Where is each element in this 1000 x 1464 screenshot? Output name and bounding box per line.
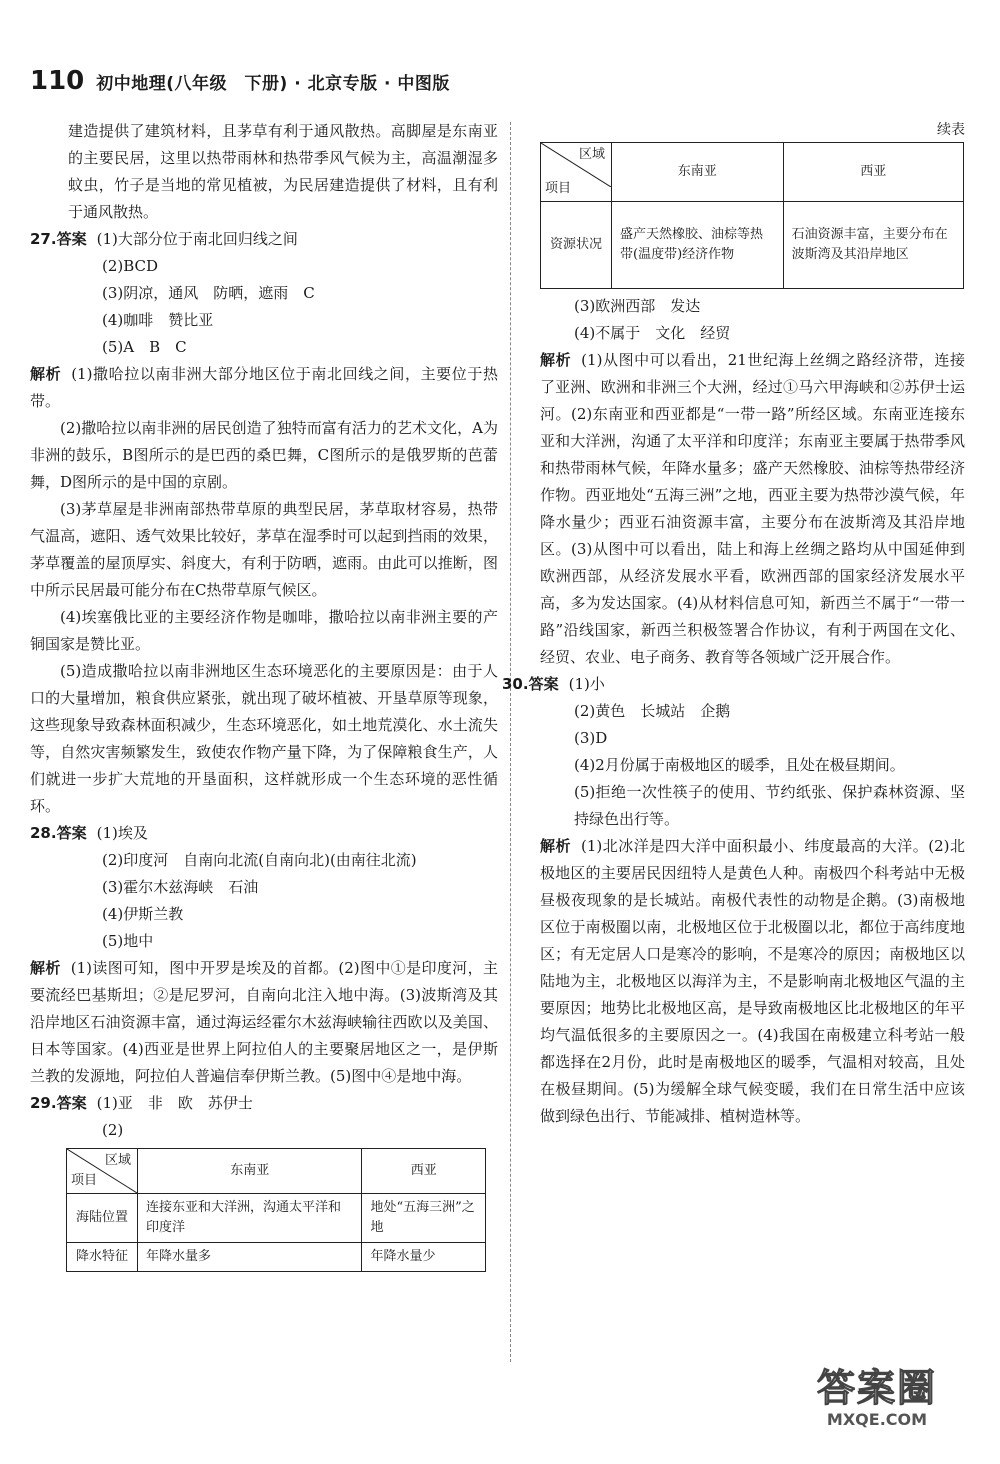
watermark-url: MXQE.COM bbox=[826, 1410, 928, 1429]
page-header bbox=[30, 68, 450, 102]
q30-analysis-tag: 解析 bbox=[540, 837, 571, 855]
q27-answer-tag: 答案 bbox=[56, 230, 87, 248]
q28-e: (1)读图可知，图中开罗是埃及的首都。(2)图中①是印度河，主要流经巴基斯坦；②是尼罗河，自南向北注入地中海。(3)波斯湾及其沿岸地区石油资源丰富，通过海运经霍尔木兹海峡输往西欧以及美国、日本等国家。(4)西亚是世界上阿拉伯人的主要聚居地区之一，是伊斯兰教的发源地，阿拉伯人普遍信奉伊斯兰教。(5)图中④是地中海。 bbox=[30, 959, 498, 1085]
q27-number: 27. bbox=[30, 230, 57, 248]
table-continued-label: 续表 bbox=[937, 122, 965, 138]
q30-a4: (4)2月份属于南极地区的暖季，且处在极昼期间。 bbox=[574, 756, 905, 774]
intro-paragraph: 建造提供了建筑材料，且茅草有利于通风散热。高脚屋是东南亚的主要民居，这里以热带雨林和热带季风气候为主，高温潮湿多蚊虫，竹子是当地的常见植被，为民居建造提供了材料，且有利于通风散热。 bbox=[68, 122, 498, 221]
q27-a2: (2)BCD bbox=[102, 257, 159, 275]
q29-e: (1)从图中可以看出，21世纪海上丝绸之路经济带，连接了亚洲、欧洲和非洲三个大洲，经过①马六甲海峡和②苏伊士运河。(2)东南亚和西亚都是“一带一路”所经区域。东南亚连接东亚和大洋洲，沟通了太平洋和印度洋；东南亚主要属于热带季风和热带雨林气候，年降水量多；盛产天然橡胶、油棕等热带经济作物。西亚地处“五海三洲”之地，西亚主要为热带沙漠气候，年降水量少；西亚石油资源丰富，主要分布在波斯湾及其沿岸地区。(3)从图中可以看出，陆上和海上丝绸之路均从中国延伸到欧洲西部，从经济发展水平看，欧洲西部的国家经济发展水平高，多为发达国家。(4)从材料信息可知，新西兰不属于“一带一路”沿线国家，新西兰积极签署合作协议，有利于两国在文化、经贸、农业、电子商务、教育等各领域广泛开展合作。 bbox=[540, 351, 965, 666]
q30-answer-1 bbox=[502, 671, 965, 698]
q29-a4: (4)不属于 文化 经贸 bbox=[574, 324, 731, 342]
q29-a3: (3)欧洲西部 发达 bbox=[574, 297, 701, 315]
left-column bbox=[30, 118, 498, 1272]
q27-e3: (3)茅草屋是非洲南部热带草原的典型民居，茅草取材容易，热带气温高，遮阳、透气效果比较好，茅草在湿季时可以起到挡雨的效果，茅草覆盖的屋顶厚实、斜度大，有利于防晒，遮雨。由此可以推断，图中所示民居最可能分布在C热带草原气候区。 bbox=[30, 500, 498, 599]
cell-location-sea: 连接东亚和大洋洲，沟通太平洋和印度洋 bbox=[138, 1194, 362, 1243]
col-header-southeast-asia: 东南亚 bbox=[612, 143, 784, 202]
q28-analysis-tag: 解析 bbox=[30, 959, 61, 977]
col-header-west-asia: 西亚 bbox=[362, 1149, 486, 1194]
col-header-southeast-asia: 东南亚 bbox=[138, 1149, 362, 1194]
q30-e: (1)北冰洋是四大洋中面积最小、纬度最高的大洋。(2)北极地区的主要居民因纽特人是黄色人种。南极四个科考站中无极昼极夜现象的是长城站。南极代表性的动物是企鹅。(3)南极地区位于南极圈以南，北极地区位于北极圈以北，都位于高纬度地区；有无定居人口是寒冷的影响，不是寒冷的原因；南极地区以陆地为主，北极地区以海洋为主，不是影响南北极地区气温的主要原因；地势比北极地区高，是导致南极地区比北极地区的年平均气温低很多的主要原因之一。(4)我国在南极建立科考站一般都选择在2月份，此时是南极地区的暖季，气温相对较高，且处在极昼期间。(5)为缓解全球气候变暖，我们在日常生活中应该做到绿色出行、节能减排、植树造林等。 bbox=[540, 837, 965, 1125]
cell-resources-wa: 石油资源丰富，主要分布在波斯湾及其沿岸地区 bbox=[783, 202, 963, 289]
q27-answer-1 bbox=[30, 226, 498, 253]
q30-number: 30. bbox=[502, 675, 529, 693]
row-header-precipitation: 降水特征 bbox=[67, 1243, 138, 1272]
q27-e1: (1)撒哈拉以南非洲大部分地区位于南北回线之间，主要位于热带。 bbox=[30, 365, 498, 410]
q28-answer-tag: 答案 bbox=[56, 824, 87, 842]
corner-item-label: 项目 bbox=[71, 1173, 98, 1188]
watermark-text: 答案圈 bbox=[816, 1366, 937, 1410]
q30-a3: (3)D bbox=[574, 729, 608, 747]
q29-a2: (2) bbox=[102, 1121, 124, 1139]
q29-table-part2 bbox=[540, 142, 964, 289]
q27-e2: (2)撒哈拉以南非洲的居民创造了独特而富有活力的艺术文化，A为非洲的鼓乐，B图所示的是巴西的桑巴舞，C图所示的是俄罗斯的芭蕾舞，D图所示的是中国的京剧。 bbox=[30, 419, 498, 491]
q30-a5: (5)拒绝一次性筷子的使用、节约纸张、保护森林资源、坚持绿色出行等。 bbox=[574, 783, 965, 828]
q30-a1: (1)小 bbox=[568, 675, 605, 693]
q29-number: 29. bbox=[30, 1094, 57, 1112]
cell-resources-sea: 盛产天然橡胶、油棕等热带(温度带)经济作物 bbox=[612, 202, 784, 289]
q29-answer-tag: 答案 bbox=[56, 1094, 87, 1112]
q29-a1: (1)亚 非 欧 苏伊士 bbox=[96, 1094, 253, 1112]
q28-number: 28. bbox=[30, 824, 57, 842]
q30-analysis bbox=[540, 833, 965, 1130]
q29-analysis bbox=[540, 347, 965, 671]
cell-precip-sea: 年降水量多 bbox=[138, 1243, 362, 1272]
col-header-west-asia: 西亚 bbox=[783, 143, 963, 202]
q29-table-part1 bbox=[66, 1148, 486, 1272]
q27-a4: (4)咖啡 赞比亚 bbox=[102, 311, 214, 329]
q28-a1: (1)埃及 bbox=[96, 824, 148, 842]
q27-a1: (1)大部分位于南北回归线之间 bbox=[96, 230, 298, 248]
watermark-logo bbox=[782, 1366, 972, 1436]
table-corner-cell bbox=[67, 1149, 138, 1194]
q28-a5: (5)地中 bbox=[102, 932, 154, 950]
q27-analysis-tag: 解析 bbox=[30, 365, 62, 383]
q29-answer-1 bbox=[30, 1090, 498, 1117]
right-column bbox=[502, 118, 965, 1130]
row-header-resources: 资源状况 bbox=[541, 202, 612, 289]
q27-analysis-1 bbox=[30, 361, 498, 415]
table-corner-cell bbox=[541, 143, 612, 202]
page-number: 110 bbox=[30, 66, 85, 96]
q28-answer-1 bbox=[30, 820, 498, 847]
q30-a2: (2)黄色 长城站 企鹅 bbox=[574, 702, 731, 720]
q27-e4: (4)埃塞俄比亚的主要经济作物是咖啡，撒哈拉以南非洲主要的产铜国家是赞比亚。 bbox=[30, 608, 498, 653]
corner-region-label: 区域 bbox=[578, 147, 605, 162]
corner-region-label: 区域 bbox=[104, 1153, 131, 1168]
book-title: 初中地理(八年级 下册) · 北京专版 · 中图版 bbox=[96, 74, 450, 94]
q27-a5: (5)A B C bbox=[102, 338, 187, 356]
q27-a3: (3)阴凉，通风 防晒，遮雨 C bbox=[102, 284, 315, 302]
q29-analysis-tag: 解析 bbox=[540, 351, 572, 369]
q27-e5: (5)造成撒哈拉以南非洲地区生态环境恶化的主要原因是：由于人口的大量增加，粮食供应紧张，就出现了破坏植被、开垦草原等现象，这些现象导致森林面积减少，生态环境恶化，如土地荒漠化、水土流失等，自然灾害频繁发生，致使农作物产量下降，为了保障粮食生产，人们就进一步扩大荒地的开垦面积，这样就形成一个生态环境的恶性循环。 bbox=[30, 662, 498, 815]
q28-analysis bbox=[30, 955, 498, 1090]
q28-a2: (2)印度河 自南向北流(自南向北)(由南往北流) bbox=[102, 851, 417, 869]
row-header-location: 海陆位置 bbox=[67, 1194, 138, 1243]
column-divider bbox=[510, 122, 511, 1362]
q28-a3: (3)霍尔木兹海峡 石油 bbox=[102, 878, 259, 896]
cell-location-wa: 地处“五海三洲”之地 bbox=[362, 1194, 486, 1243]
q28-a4: (4)伊斯兰教 bbox=[102, 905, 184, 923]
cell-precip-wa: 年降水量少 bbox=[362, 1243, 486, 1272]
q30-answer-tag: 答案 bbox=[528, 675, 559, 693]
corner-item-label: 项目 bbox=[545, 181, 572, 196]
